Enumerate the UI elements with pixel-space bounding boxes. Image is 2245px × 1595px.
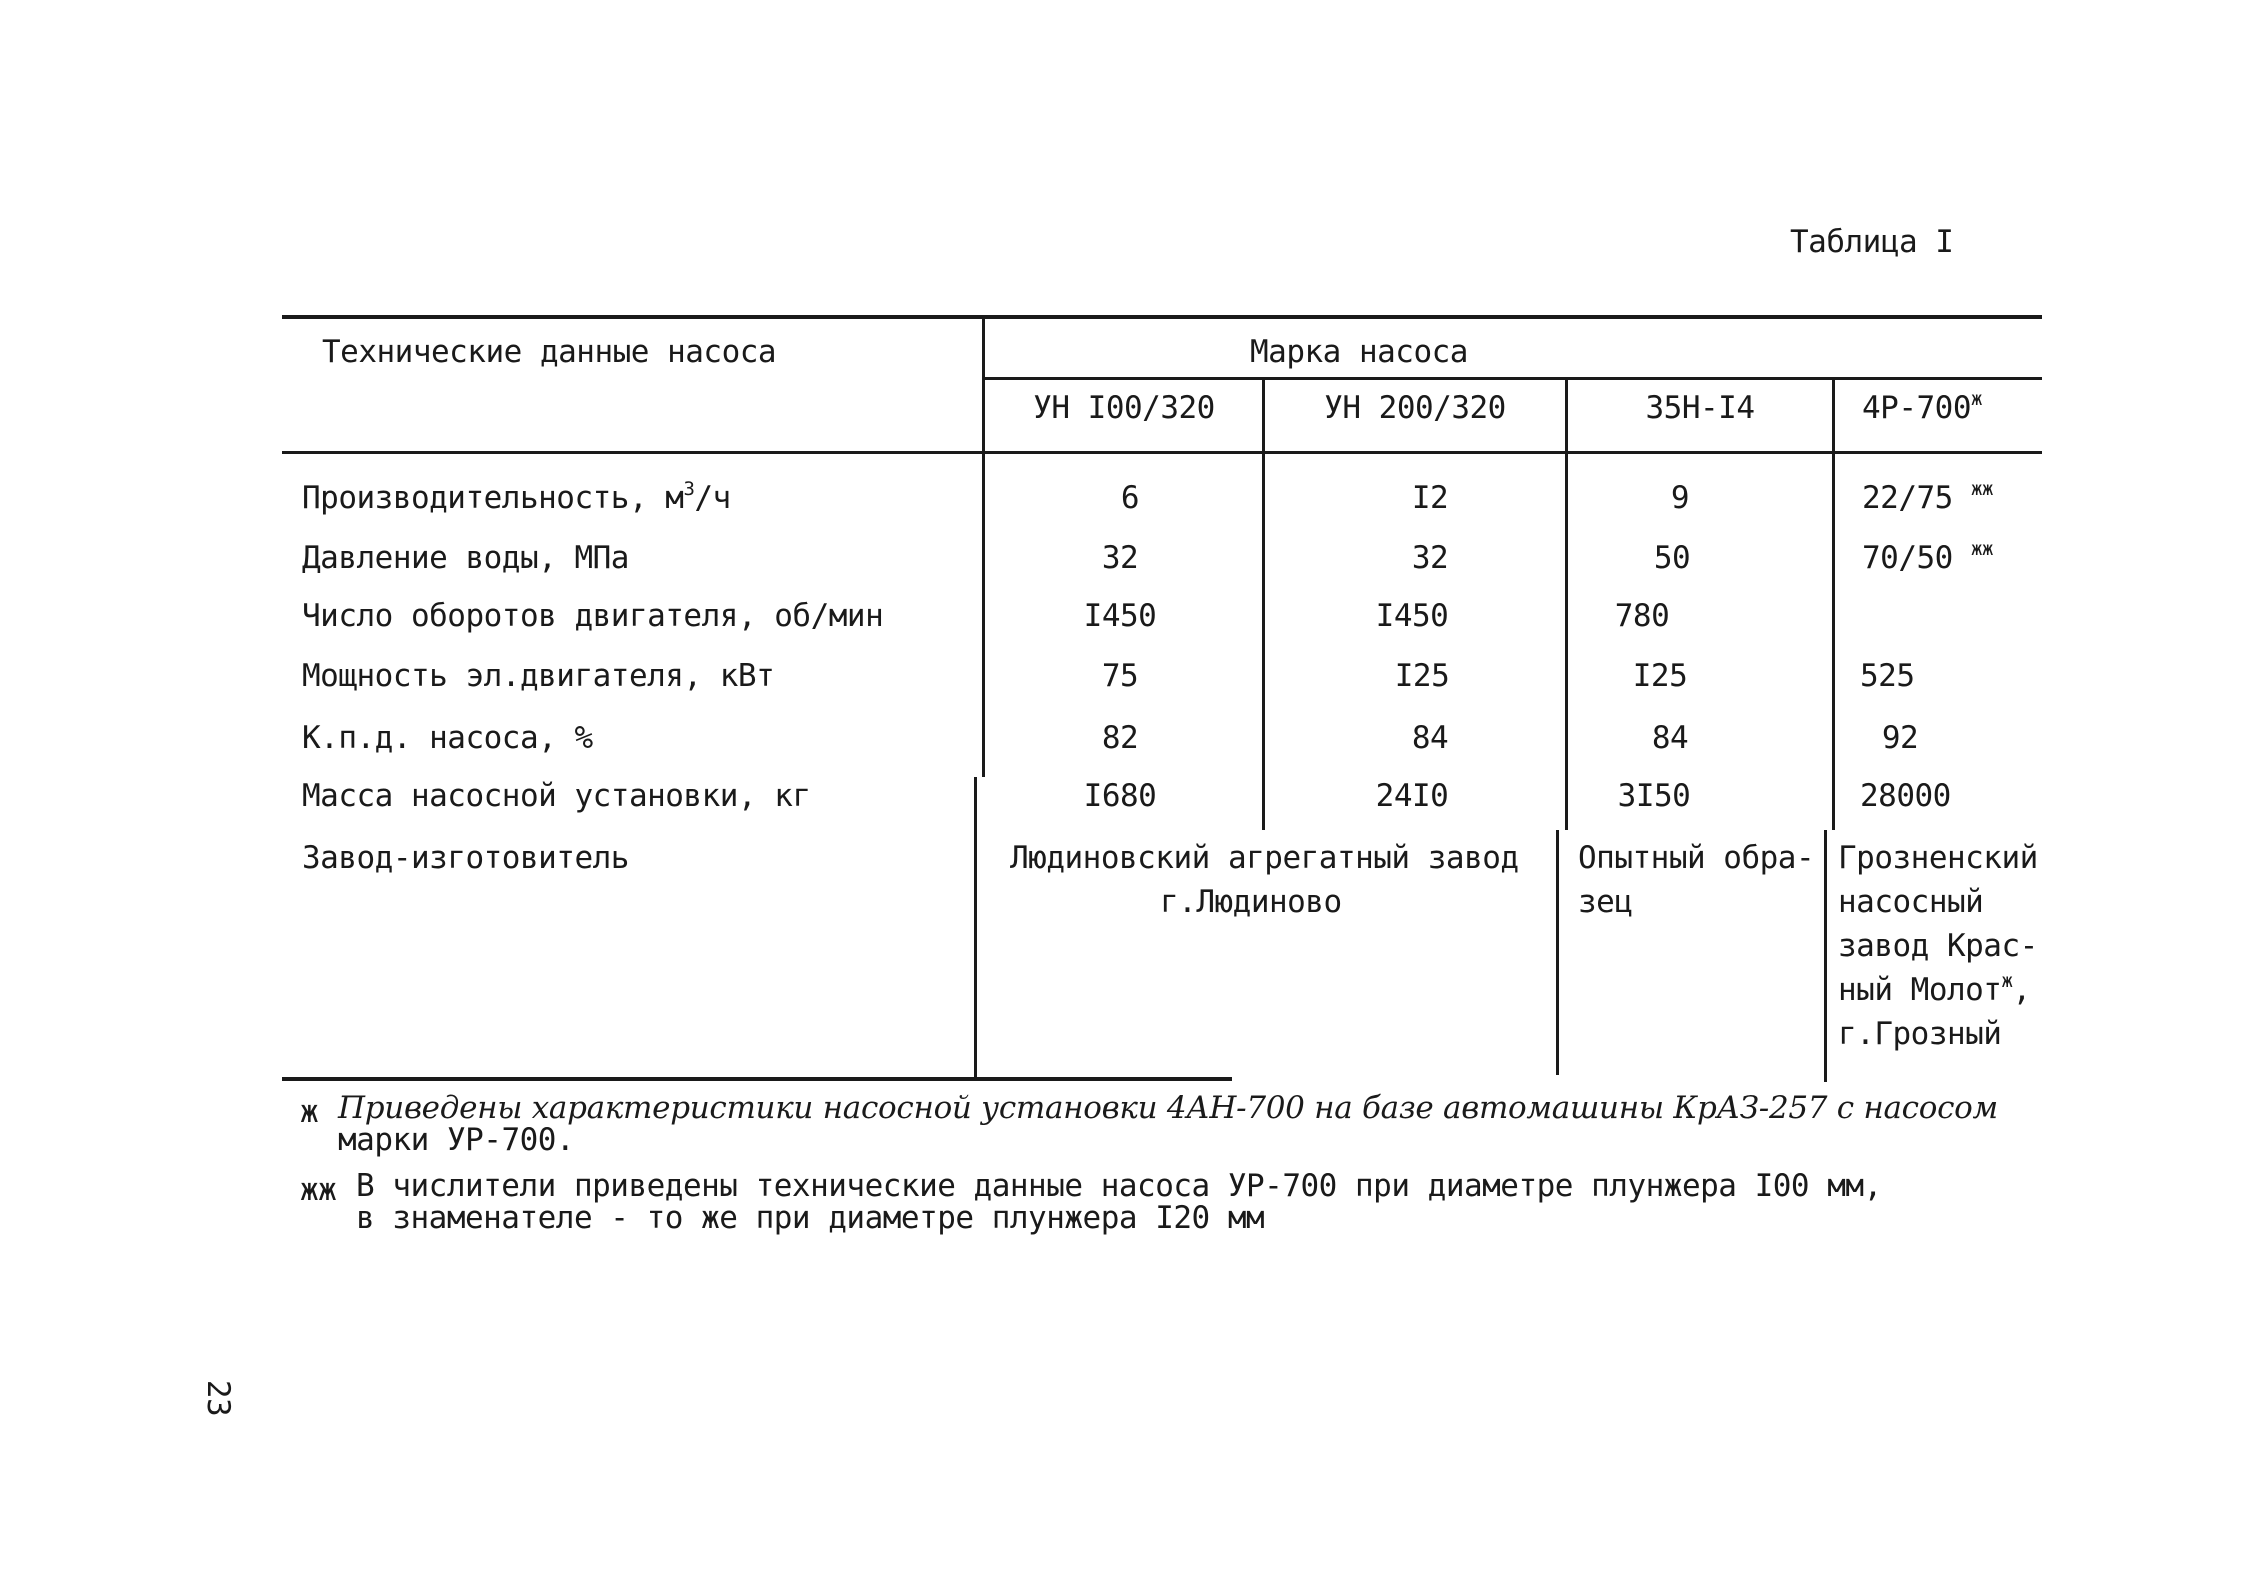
- model-header-2: УН 200/320: [1324, 390, 1506, 426]
- manufacturer-col12-line2: г.Людиново: [1160, 884, 1342, 920]
- footnote-2-line2: в знаменателе - то же при диаметре плунжера I20 мм: [356, 1200, 1265, 1236]
- cell: 70/50 $^{жж}$: [1862, 538, 1993, 576]
- cell: 84: [1411, 720, 1449, 756]
- model-header-1: УН I00/320: [1033, 390, 1215, 426]
- cell: 84: [1651, 720, 1689, 756]
- cell: I25: [1632, 658, 1688, 694]
- bottom-rule: [282, 1077, 1232, 1081]
- cell: 32: [1101, 540, 1139, 576]
- cell: I450: [1083, 598, 1157, 634]
- manufacturer-col3-line2: зец: [1578, 884, 1633, 920]
- top-rule: [282, 315, 2042, 319]
- cell: 82: [1101, 720, 1139, 756]
- manufacturer-col3-line1: Опытный обра-: [1578, 840, 1815, 876]
- footnote-2-line1: В числители приведены технические данные насоса УР-700 при диаметре плунжера I00 мм,: [356, 1168, 1882, 1204]
- manufacturer-col4-line5: г.Грозный: [1838, 1016, 2002, 1052]
- cell: 525: [1860, 658, 1915, 694]
- cell: 32: [1411, 540, 1449, 576]
- footnote-1-line1: Приведены характеристики насосной установки 4АН-700 на базе автомашины КрАЗ-257 с насосом: [338, 1090, 1998, 1126]
- manufacturer-col4-line1: Грозненский: [1838, 840, 2038, 876]
- footnote-1-mark: ж: [300, 1094, 319, 1130]
- param-label: Масса насосной установки, кг: [302, 778, 811, 814]
- footnote-2-mark: жж: [300, 1172, 337, 1208]
- cell: 92: [1881, 720, 1919, 756]
- table-label: Таблица I: [1790, 224, 1954, 260]
- cell: I450: [1375, 598, 1449, 634]
- manufacturer-col4-line2: насосный: [1838, 884, 1984, 920]
- model-header-3: 35Н-I4: [1645, 390, 1755, 426]
- cell: 22/75 $^{жж}$: [1862, 478, 1993, 516]
- col-divider-1b: [974, 777, 977, 1079]
- model-header-4: $4Р-700^ж$: [1862, 388, 1982, 426]
- cell: 50: [1653, 540, 1691, 576]
- col-divider-2: [1262, 378, 1265, 830]
- col-divider-3b: [1556, 830, 1559, 1075]
- cell: 9: [1670, 480, 1690, 516]
- param-label: Давление воды, МПа: [302, 540, 629, 576]
- param-label: К.п.д. насоса, %: [302, 720, 593, 756]
- group-header: Марка насоса: [1250, 334, 1468, 370]
- col-divider-4: [1832, 378, 1835, 830]
- param-column-header: Технические данные насоса: [322, 334, 777, 370]
- param-label: Мощность эл.двигателя, кВт: [302, 658, 775, 694]
- cell: I680: [1083, 778, 1157, 814]
- manufacturer-col4-line4: ный Молот$^ж$,: [1838, 970, 2031, 1008]
- param-label: Завод-изготовитель: [302, 840, 629, 876]
- manufacturer-col4-line3: завод Крас-: [1838, 928, 2038, 964]
- col-divider-3: [1565, 378, 1568, 830]
- cell: 28000: [1860, 778, 1951, 814]
- cell: 24I0: [1375, 778, 1449, 814]
- param-label: Производительность, $м^3/ч$: [302, 478, 731, 516]
- param-label: Число оборотов двигателя, об/мин: [302, 598, 884, 634]
- manufacturer-col12-line1: Людиновский агрегатный завод: [1010, 840, 1519, 876]
- page-number: 23: [200, 1379, 237, 1417]
- col-divider-4b: [1824, 830, 1827, 1082]
- header-rule: [282, 451, 2042, 454]
- cell: I25: [1394, 658, 1450, 694]
- cell: 75: [1101, 658, 1139, 694]
- footnote-1-line2: марки УР-700.: [338, 1122, 575, 1158]
- cell: 6: [1120, 480, 1140, 516]
- cell: 3I50: [1617, 778, 1691, 814]
- group-rule: [982, 377, 2042, 380]
- col-divider-1: [982, 317, 985, 777]
- cell: I2: [1411, 480, 1449, 516]
- cell: 780: [1614, 598, 1670, 634]
